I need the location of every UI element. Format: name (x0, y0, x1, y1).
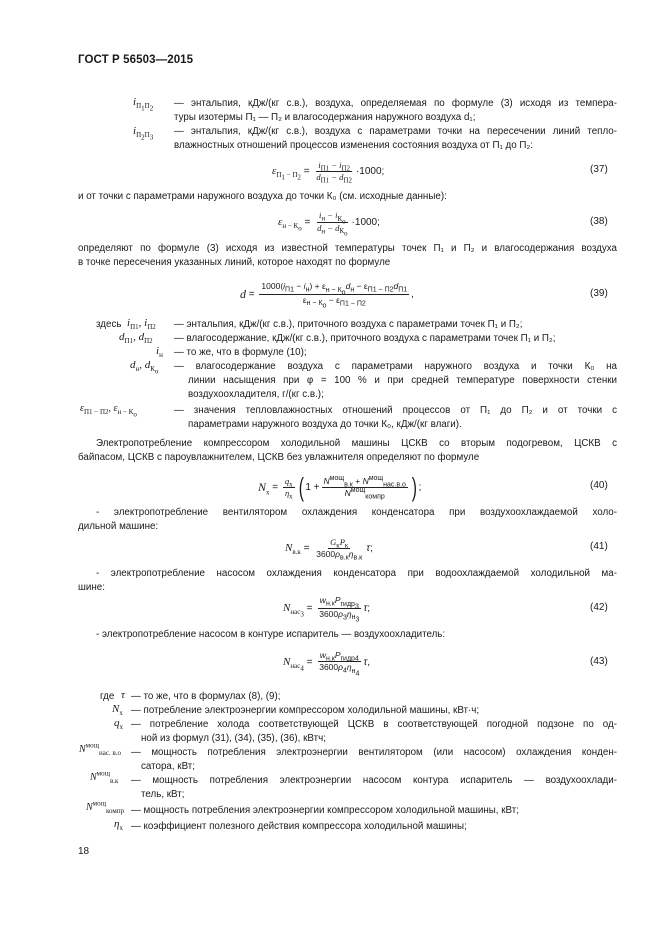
def-n-kompr: — мощность потребления электроэнергии компрессором холодильной машины, кВт; (131, 805, 519, 816)
eq40-number: (40) (590, 480, 608, 491)
def-n-vk: — мощность потребления электроэнергии вентилятором (или насосом) охлаждения конден- (131, 747, 617, 758)
def-d-n-k-cont2: воздухоохладителя, г/(кг с.в.); (188, 389, 324, 400)
eq37-tail: ·1000; (355, 165, 385, 177)
def-i-n: — то же, что в формуле (10); (174, 347, 307, 358)
def-i-p: — энтальпия, кДж/(кг с.в.), приточного воздуха с параметрами точек П₁ и П₂; (174, 319, 523, 330)
def-n-nas: — мощность потребления электроэнергии насосом контура испаритель — воздухоохлади- (131, 775, 617, 786)
symbol-d-p1-p2: $d_{П1}$, $d_{П2}$ (119, 331, 153, 346)
def-d-n-k: — влагосодержание воздуха с параметрами наружного воздуха и точки К₀ на (174, 361, 617, 372)
def-i-p1p2: — энтальпия, кДж/(кг с.в.), воздуха, определяемая по формуле (3) исходя из темпера- (174, 98, 617, 109)
equation-41: $N_{в.к}$ = $\frac{G_кP_к}{3600\rho_{в.к}\eta_{в.к}}$ τ ; (285, 536, 373, 562)
where-label: где (100, 691, 115, 702)
eq39-number: (39) (590, 288, 608, 299)
symbol-i-p1p2: $i_{П_1П_2}$ (133, 96, 154, 113)
para-fan-1: - электропотребление вентилятором охлаждения конденсатора при воздухоохлаждаемой холо- (96, 507, 617, 518)
def-q-x: — потребление холода соответствующей ЦСКВ в соответствующей погодной подзоне по од- (131, 719, 617, 730)
def-i-p2p3-cont: влажностных отношений процессов изменения состояния воздуха от П₁ до П₂: (174, 140, 533, 151)
eq38-tail: ·1000; (351, 216, 380, 228)
symbol-eta-x: $\eta_x$ (114, 818, 123, 833)
text-from-point: и от точки с параметрами наружного воздуха до точки К₀ (см. исходные данные): (78, 191, 447, 202)
def-i-p1p2-cont: туры изотермы П₁ — П₂ и влагосодержания наружного воздуха d₁; (174, 112, 476, 123)
para-pump-cond-1: - электропотребление насосом охлаждения конденсатора при водоохлаждаемой холодильной ма- (96, 568, 617, 579)
para-pump-cond-2: шине: (78, 582, 105, 593)
para-fan-2: дильной машине: (78, 521, 159, 532)
eq38-number: (38) (590, 216, 608, 227)
symbol-i-n: $i_н$ (156, 345, 163, 360)
here-label: здесь (96, 319, 122, 330)
para-pump-evap: - электропотребление насосом в контуре испаритель — воздухоохладитель: (96, 629, 446, 640)
symbol-i-p1-p2: $i_{П1}$, $i_{П2}$ (127, 317, 156, 332)
def-eta-x: — коэффициент полезного действия компрессора холодильной машины; (131, 821, 467, 832)
eq42-number: (42) (590, 602, 608, 613)
equation-40: $N_x$ = $\frac{q_x}{\eta_x}$ ( 1 + $\frac{N^{мощ}_{в.к} + N^{мощ}_{нас.в.о}}{N^{мощ}_{компр}}$ ) ; (258, 472, 422, 502)
def-d-n-k-cont1: линии насыщения при φ = 100 % и при средней температуре поверхности стенки (188, 375, 617, 386)
def-i-p2p3: — энтальпия, кДж/(кг с.в.), воздуха с параметрами точки на пересечении линий тепло- (174, 126, 617, 137)
para-power-1: Электропотребление компрессором холодильной машины ЦСКВ со вторым подогревом, ЦСКВ с (96, 438, 617, 449)
document-header: ГОСТ Р 56503—2015 (78, 54, 194, 66)
def-d-p: — влагосодержание, кДж/(кг с.в.), приточного воздуха с параметрами точек П₁ и П₂; (174, 333, 556, 344)
equation-38: $\varepsilon_{н - К_о}$ = $\frac{i_н - i_{К_о}}{d_н - d_{К_о}}$ ·1000; (278, 210, 380, 238)
equation-42: $N_{нас_3}$ = $\frac{w_{н.к}P_{гидр_3}}{3600\rho_3\eta_{н_3}}$ τ ; (283, 595, 370, 624)
def-q-x-cont: ной из формул (31), (34), (35), (36), кВтч; (141, 733, 326, 744)
page-number: 18 (78, 846, 90, 857)
def-n-x: — потребление электроэнергии компрессором холодильной машины, кВт·ч; (131, 705, 480, 716)
symbol-n-nas: $N^{мощ}_{в.к}$ (90, 769, 119, 785)
def-n-vk-cont: сатора, кВт; (141, 761, 196, 772)
def-eps-cont: параметрами наружного воздуха до точки К₀, кДж/(кг влаги). (188, 419, 462, 430)
def-tau: — то же, что в формулах (8), (9); (131, 691, 281, 702)
para-power-2: байпасом, ЦСКВ с пароувлажнителем, ЦСКВ без увлажнителя определяют по формуле (78, 452, 480, 463)
eq41-number: (41) (590, 541, 608, 552)
equation-43: $N_{нас_4}$ = $\frac{w_{н.к}P_{гидр4}}{3600\rho_4\eta_{н_4}}$ τ , (283, 649, 370, 678)
symbol-i-p2p3: $i_{П_2П_3}$ (133, 125, 154, 142)
symbol-eps: $\varepsilon_{П1 - П2}$, $\varepsilon_{н - К_о}$ (80, 403, 137, 419)
symbol-n-x: $N_x$ (112, 703, 123, 718)
symbol-q-x: $q_x$ (114, 717, 123, 732)
equation-37: $\varepsilon_{П_1 - П_2}$ = $\frac{i_{П1} - i_{П2}}{d_{П1} - d_{П2}}$ ·1000; (272, 159, 385, 185)
symbol-n-kompr: $N^{мощ}_{компр}$ (86, 799, 125, 815)
eq37-number: (37) (590, 164, 608, 175)
eq43-number: (43) (590, 656, 608, 667)
symbol-tau: τ (121, 689, 125, 701)
symbol-n-vk-nas: $N^{мощ}_{нас. в.о}$ (79, 741, 122, 757)
def-eps: — значения тепловлажностных отношений процессов от П₁ до П₂ и от точки с (174, 405, 617, 416)
equation-39: d = $\frac{1000(i_{П1} - i_н) + \varepsilon_{н - К_о}d_н - \varepsilon_{П1 - П2}d_{П1}}{\varepsilon_{н - К_о} - \varepsilon_{П1 - П2}}$ , (240, 281, 414, 310)
symbol-d-n-k: $d_н$, $d_{К_о}$ (130, 359, 159, 376)
text-determine-2: в точке пересечения указанных линий, которое находят по формуле (78, 257, 391, 268)
def-n-nas-cont: тель, кВт; (141, 789, 185, 800)
text-determine-1: определяют по формуле (3) исходя из известной температуры точек П₁ и П₂ и влагосодержания воздуха (78, 243, 617, 254)
